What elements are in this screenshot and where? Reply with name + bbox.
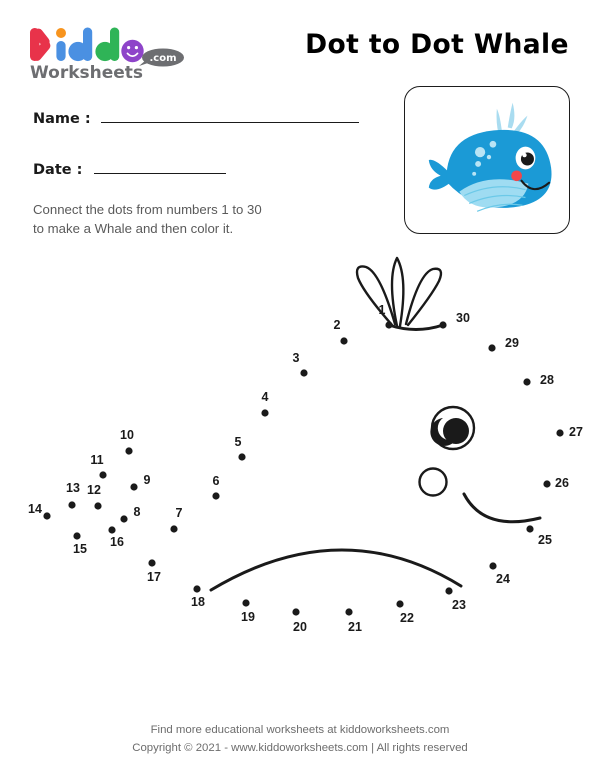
puzzle-dot-19[interactable]	[241, 599, 255, 624]
puzzle-feature-spout	[357, 258, 441, 326]
footer-line-1: Find more educational worksheets at kiddoworksheets.com	[150, 724, 450, 736]
dot-number-label: 4	[261, 390, 269, 404]
dot-number-label: 8	[133, 505, 141, 519]
dot-number-label: 7	[175, 506, 183, 520]
name-label: Name :	[33, 111, 91, 127]
logo-letter-o-smiley	[121, 40, 143, 62]
puzzle-dot-18[interactable]	[191, 585, 205, 609]
name-field-row	[33, 111, 359, 127]
dot-marker[interactable]	[261, 409, 268, 416]
dot-marker[interactable]	[396, 600, 403, 607]
puzzle-dot-4[interactable]	[261, 390, 268, 417]
puzzle-dot-7[interactable]	[170, 506, 182, 533]
date-field-row	[33, 162, 226, 178]
dot-number-label: 9	[143, 473, 151, 487]
dot-marker[interactable]	[439, 321, 446, 328]
dot-marker[interactable]	[523, 378, 530, 385]
dot-number-label: 10	[120, 428, 134, 442]
dot-marker[interactable]	[94, 502, 101, 509]
puzzle-dot-17[interactable]	[147, 559, 161, 584]
dot-number-label: 6	[212, 474, 220, 488]
dot-number-label: 21	[348, 620, 362, 634]
page-title: Dot to Dot Whale	[305, 29, 569, 60]
whale-cheek	[511, 170, 522, 181]
logo-artwork	[28, 26, 198, 84]
dot-marker[interactable]	[108, 526, 115, 533]
logo-com-bubble	[139, 49, 184, 67]
puzzle-dot-12[interactable]	[87, 483, 102, 510]
puzzle-dot-9[interactable]	[130, 473, 150, 491]
dot-number-label: 23	[452, 598, 466, 612]
puzzle-dot-5[interactable]	[235, 435, 246, 461]
dot-marker[interactable]	[193, 585, 200, 592]
dot-marker[interactable]	[445, 587, 452, 594]
puzzle-dot-29[interactable]	[488, 336, 519, 352]
dot-number-label: 22	[400, 611, 414, 625]
dot-number-label: 20	[293, 620, 307, 634]
dot-number-label: 28	[540, 373, 554, 387]
dot-marker[interactable]	[385, 321, 392, 328]
puzzle-dot-30[interactable]	[439, 311, 470, 329]
date-label: Date :	[33, 162, 83, 178]
dot-marker[interactable]	[68, 501, 75, 508]
footer-line-2: Copyright © 2021 - www.kiddoworksheets.com | All rights reserved	[132, 741, 468, 754]
puzzle-dot-24[interactable]	[489, 562, 510, 586]
puzzle-feature-smile	[464, 494, 540, 522]
dot-marker[interactable]	[170, 525, 177, 532]
instructions-line-2: to make a Whale and then color it.	[33, 221, 234, 236]
dot-marker[interactable]	[489, 562, 496, 569]
kiddo-worksheets-logo	[28, 26, 198, 84]
dot-marker[interactable]	[130, 483, 137, 490]
logo-letter-d-1	[68, 28, 92, 62]
dot-number-label: 1	[378, 303, 386, 317]
dot-number-label: 17	[147, 570, 161, 584]
dot-marker[interactable]	[300, 369, 307, 376]
name-input[interactable]	[101, 121, 359, 123]
logo-subtitle-text: Worksheets	[30, 63, 144, 83]
dot-number-label: 11	[90, 453, 104, 467]
dot-marker[interactable]	[345, 608, 352, 615]
whale-preview-card	[404, 86, 570, 234]
puzzle-dot-14[interactable]	[28, 502, 51, 520]
dot-number-label: 24	[496, 572, 510, 586]
puzzle-feature-cheek	[420, 469, 447, 496]
dot-number-label: 13	[66, 481, 80, 495]
puzzle-dot-23[interactable]	[445, 587, 466, 612]
puzzle-dot-16[interactable]	[108, 526, 124, 549]
dot-marker[interactable]	[340, 337, 347, 344]
puzzle-dot-8[interactable]	[120, 505, 140, 523]
dot-marker[interactable]	[488, 344, 495, 351]
dot-to-dot-puzzle[interactable]	[0, 246, 600, 646]
dot-number-label: 19	[241, 610, 255, 624]
dot-marker[interactable]	[120, 515, 127, 522]
dot-number-label: 14	[28, 502, 42, 516]
dot-number-label: 29	[505, 336, 519, 350]
puzzle-dot-28[interactable]	[523, 373, 554, 387]
dot-marker[interactable]	[99, 471, 106, 478]
dot-number-label: 5	[234, 435, 242, 449]
dot-marker[interactable]	[238, 453, 245, 460]
dot-number-label: 18	[191, 595, 205, 609]
dot-number-label: 3	[292, 351, 300, 365]
puzzle-dot-21[interactable]	[345, 608, 362, 634]
dot-marker[interactable]	[125, 447, 132, 454]
puzzle-dot-27[interactable]	[556, 425, 583, 439]
puzzle-dot-26[interactable]	[543, 476, 569, 490]
puzzle-dots-layer[interactable]	[28, 303, 583, 634]
puzzle-dot-3[interactable]	[293, 351, 308, 377]
puzzle-dot-22[interactable]	[396, 600, 414, 625]
puzzle-feature-belly-arc	[211, 550, 461, 590]
puzzle-dot-6[interactable]	[212, 474, 219, 500]
whale-spout	[497, 103, 528, 135]
dot-number-label: 25	[538, 533, 552, 547]
puzzle-dot-15[interactable]	[73, 532, 87, 556]
puzzle-dot-2[interactable]	[334, 318, 348, 345]
puzzle-dot-25[interactable]	[526, 525, 552, 547]
puzzle-dot-10[interactable]	[120, 428, 134, 455]
dot-marker[interactable]	[543, 480, 550, 487]
dot-marker[interactable]	[212, 492, 219, 499]
dot-number-label: 16	[110, 535, 124, 549]
puzzle-dot-11[interactable]	[90, 453, 106, 479]
dot-marker[interactable]	[73, 532, 80, 539]
dot-marker[interactable]	[526, 525, 533, 532]
dot-number-label: 12	[87, 483, 101, 497]
dot-number-label: 15	[73, 542, 87, 556]
dot-marker[interactable]	[556, 429, 563, 436]
puzzle-feature-eye	[430, 407, 474, 449]
dot-number-label: 27	[569, 425, 583, 439]
dot-marker[interactable]	[292, 608, 299, 615]
puzzle-dot-13[interactable]	[66, 481, 80, 509]
whale-preview-illustration	[405, 87, 569, 233]
dot-number-label: 26	[555, 476, 569, 490]
page-footer	[0, 722, 600, 757]
instructions-text	[33, 200, 363, 238]
logo-tld-text: .com	[149, 53, 177, 64]
instructions-line-1: Connect the dots from numbers 1 to 30	[33, 202, 262, 217]
logo-letter-k	[30, 27, 52, 63]
dot-marker[interactable]	[242, 599, 249, 606]
whale-eye	[516, 147, 536, 170]
date-input[interactable]	[94, 172, 226, 174]
logo-letter-i	[56, 28, 66, 61]
dot-marker[interactable]	[148, 559, 155, 566]
dot-number-label: 30	[456, 311, 470, 325]
dot-marker[interactable]	[43, 512, 50, 519]
logo-letter-d-2	[95, 28, 119, 62]
dot-number-label: 2	[333, 318, 341, 332]
puzzle-dot-20[interactable]	[292, 608, 307, 634]
puzzle-canvas[interactable]	[0, 246, 600, 646]
